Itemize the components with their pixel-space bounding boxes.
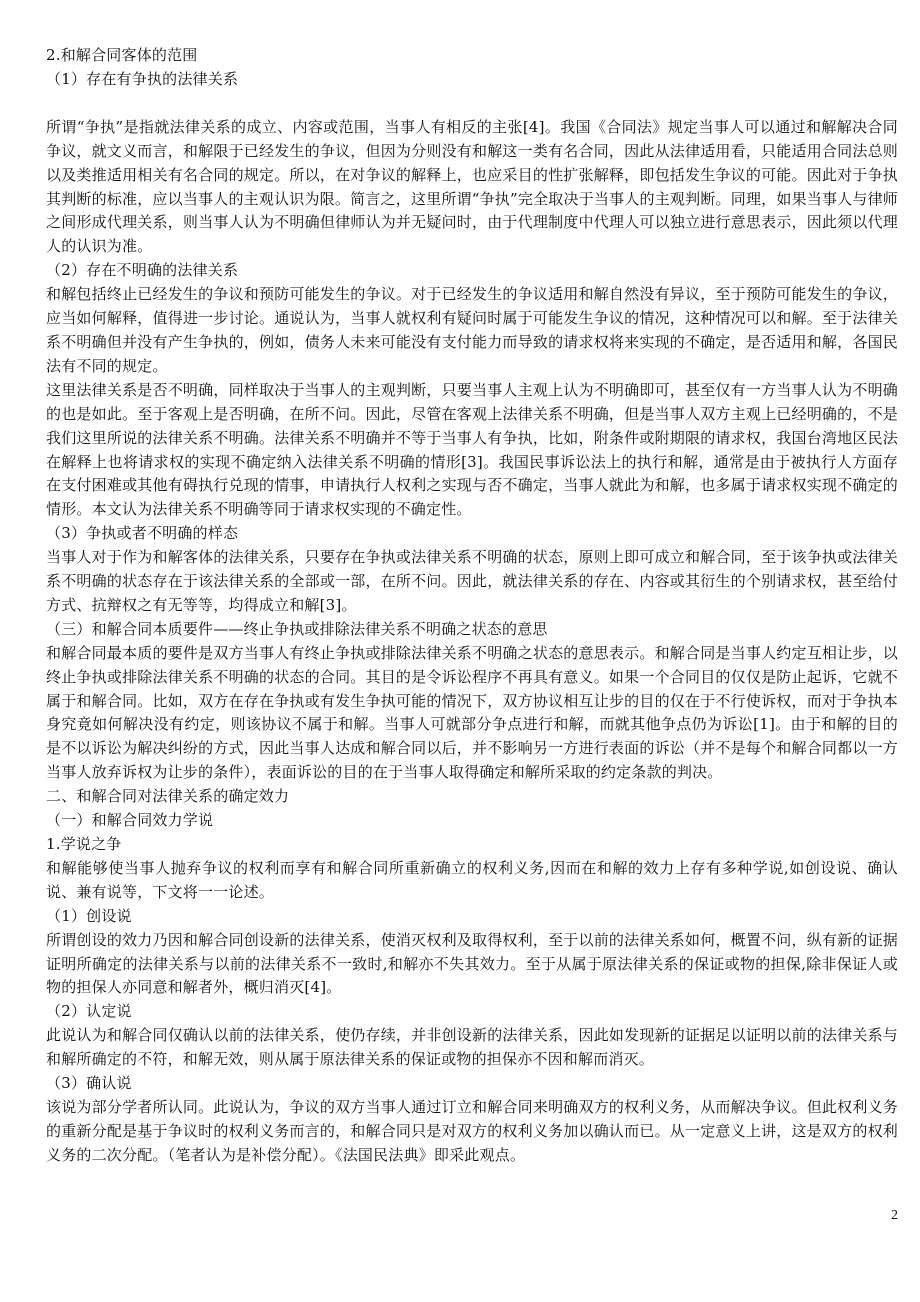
- page-number: 2: [891, 1208, 898, 1223]
- paragraph: 和解能够使当事人抛弃争议的权利而享有和解合同所重新确立的权利义务,因而在和解的效力上存有多种学说,如创设说、确认说、兼有说等，下文将一一论述。: [46, 858, 898, 901]
- document-body: [46, 44, 898, 1168]
- section-heading: （2）认定说: [46, 1002, 132, 1021]
- section-heading: （1）创设说: [46, 906, 132, 925]
- section-heading: 二、和解合同对法律关系的确定效力: [46, 787, 290, 806]
- section-heading: 1.学说之争: [46, 835, 122, 853]
- blank-line: [46, 92, 898, 116]
- paragraph: 和解包括终止已经发生的争议和预防可能发生的争议。对于已经发生的争议适用和解自然没有异议，至于预防可能发生的争议，应当如何解释，值得进一步讨论。通说认为，当事人就权利有疑问时属于可能发生争议的情况，这种情况可以和解。至于法律关系不明确但并没有产生争执的，例如，债务人未来可能没有支付能力而导致的请求权将来实现的不确定，是否适用和解，各国民法有不同的规定。: [46, 285, 898, 375]
- paragraph: 所谓创设的效力乃因和解合同创设新的法律关系，使消灭权利及取得权利，至于以前的法律关系如何，概置不问，纵有新的证据证明所确定的法律关系与以前的法律关系不一致时,和解亦不失其效力。至于从属于原法律关系的保证或物的担保,除非保证人或物的担保人亦同意和解者外，概归消灭[4]。: [46, 930, 898, 997]
- section-heading: （三）和解合同本质要件——终止争执或排除法律关系不明确之状态的意思: [46, 619, 548, 638]
- paragraph: 所谓“争执”是指就法律关系的成立、内容或范围，当事人有相反的主张[4]。我国《合同法》规定当事人可以通过和解解决合同争议，就文义而言，和解限于已经发生的争议，但因为分则没有和解这一类有名合同，因此从法律适用看，只能适用合同法总则以及类推适用相关有名合同的规定。所以，在对争议的解释上，也应采目的性扩张解释，即包括发生争议的可能。因此对于争执其判断的标准，应以当事人的主观认识为限。简言之，这里所谓“争执”完全取决于当事人的主观判断。同理，如果当事人与律师之间形成代理关系，则当事人认为不明确但律师认为并无疑问时，由于代理制度中代理人可以独立进行意思表示，因此须以代理人的认识为准。: [46, 117, 898, 256]
- section-heading: （2）存在不明确的法律关系: [46, 261, 239, 280]
- section-heading: （3）确认说: [46, 1074, 132, 1093]
- paragraph: 和解合同最本质的要件是双方当事人有终止争执或排除法律关系不明确之状态的意思表示。和解合同是当事人约定互相让步，以终止争执或排除法律关系不明确的状态的合同。其目的是令诉讼程序不再具有意义。如果一个合同目的仅仅是防止起诉，它就不属于和解合同。比如，双方在存在争执或有发生争执可能的情况下，双方协议相互让步的目的仅在于不行使诉权，而对于争执本身究竟如何解决没有约定，则该协议不属于和解。当事人可就部分争点进行和解，而就其他争点仍为诉讼[1]。由于和解的目的是不以诉讼为解决纠纷的方式，因此当事人达成和解合同以后，并不影响另一方进行表面的诉讼（并不是每个和解合同都以一方当事人放弃诉权为让步的条件），表面诉讼的目的在于当事人取得确定和解所采取的约定条款的判决。: [46, 643, 898, 782]
- paragraph: 这里法律关系是否不明确，同样取决于当事人的主观判断，只要当事人主观上认为不明确即可，甚至仅有一方当事人认为不明确的也是如此。至于客观上是否明确，在所不问。因此，尽管在客观上法律关系不明确，但是当事人双方主观上已经明确的，不是我们这里所说的法律关系不明确。法律关系不明确并不等于当事人有争执，比如，附条件或附期限的请求权，我国台湾地区民法在解释上也将请求权的实现不确定纳入法律关系不明确的情形[3]。我国民事诉讼法上的执行和解，通常是由于被执行人方面存在支付困难或其他有碍执行兑现的情事，申请执行人权利之实现与否不确定，当事人就此为和解，也多属于请求权实现不确定的情形。本文认为法律关系不明确等同于请求权实现的不确定性。: [46, 380, 898, 519]
- section-heading: （一）和解合同效力学说: [46, 811, 214, 830]
- paragraph: 该说为部分学者所认同。此说认为，争议的双方当事人通过订立和解合同来明确双方的权利义务，从而解决争议。但此权利义务的重新分配是基于争议时的权利义务而言的，和解合同只是对双方的权利义务加以确认而已。从一定意义上讲，这是双方的权利义务的二次分配。（笔者认为是补偿分配）。《法国民法典》即采此观点。: [46, 1097, 898, 1164]
- paragraph: 当事人对于作为和解客体的法律关系，只要存在争执或法律关系不明确的状态，原则上即可成立和解合同，至于该争执或法律关系不明确的状态存在于该法律关系的全部或一部，在所不问。因此，就法律关系的存在、内容或其衍生的个别请求权，甚至给付方式、抗辩权之有无等等，均得成立和解[3]。: [46, 548, 898, 614]
- section-heading: 2.和解合同客体的范围: [46, 46, 198, 64]
- section-heading: （1）存在有争执的法律关系: [46, 69, 239, 88]
- section-heading: （3）争执或者不明确的样态: [46, 524, 239, 543]
- paragraph: 此说认为和解合同仅确认以前的法律关系，使仍存续，并非创设新的法律关系，因此如发现新的证据足以证明以前的法律关系与和解所确定的不符，和解无效，则从属于原法律关系的保证或物的担保亦不因和解而消灭。: [46, 1026, 898, 1069]
